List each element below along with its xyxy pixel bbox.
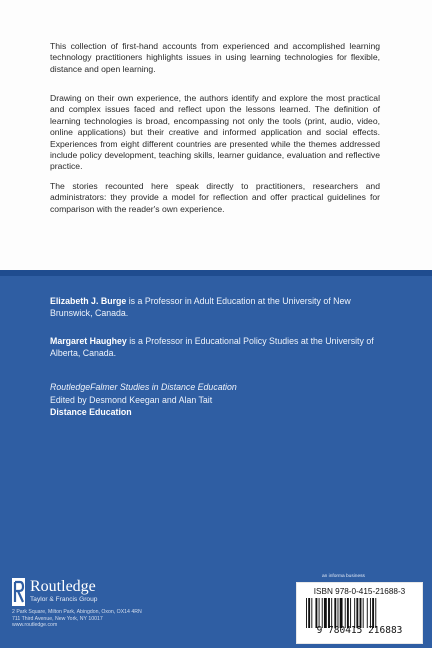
band-top-rule <box>0 270 432 276</box>
address-line-2: 711 Third Avenue, New York, NY 10017 <box>12 615 103 622</box>
author-name-1: Elizabeth J. Burge <box>50 296 127 306</box>
routledge-logo-icon <box>12 578 25 606</box>
address-line-1: 2 Park Square, Milton Park, Abingdon, Oxon, OX14 4RN <box>12 609 142 615</box>
author-bio-2 <box>50 336 395 359</box>
publisher-website: www.routledge.com <box>12 622 58 629</box>
series-subject: Distance Education <box>50 407 132 417</box>
series-editors: Edited by Desmond Keegan and Alan Tait <box>50 394 213 405</box>
blurb-paragraph-1: This collection of first-hand accounts from experienced and accomplished learning technology practitioners highlights issues in using learning technologies for flexible, distance and open learning. <box>50 41 380 74</box>
barcode-image <box>305 598 414 628</box>
publisher-name: Routledge <box>30 578 96 595</box>
barcode-block <box>296 582 423 644</box>
author-description-1: is a Professor in Adult Education at the University of New Brunswick, Canada. <box>50 296 351 318</box>
series-title: RoutledgeFalmer Studies in Distance Education <box>50 382 237 392</box>
publisher-block <box>12 578 212 640</box>
author-name-2: Margaret Haughey <box>50 336 127 346</box>
blurb-paragraph-3: The stories recounted here speak directly to practitioners, researchers and administrators: they provide a model for reflection and offer practical guidelines for comparison with the reader's own experience. <box>50 181 380 214</box>
informa-tagline: an informa business <box>322 574 365 579</box>
barcode-digits: 9 780415 216883 <box>316 625 403 636</box>
publisher-address <box>12 609 142 629</box>
isbn-number: ISBN 978-0-415-21688-3 <box>313 587 406 596</box>
author-bio-1 <box>50 296 395 319</box>
author-description-2: is a Professor in Educational Policy Studies at the University of Alberta, Canada. <box>50 336 374 358</box>
blurb-paragraph-2: Drawing on their own experience, the authors identify and explore the most practical and complex issues faced and reflect upon the lessons learned. The definition of learning technologies is broad, encompassing not only the tools (print, audio, video, online applications) but their creative and informed application and social effects. Experiences from eight different countries are presented while the themes addressed include policy development, teaching skills, learner guidance, evaluation and reflective practice. <box>50 93 380 172</box>
series-info <box>50 381 395 419</box>
publisher-group: Taylor & Francis Group <box>30 596 98 603</box>
blurb-section <box>0 0 432 270</box>
